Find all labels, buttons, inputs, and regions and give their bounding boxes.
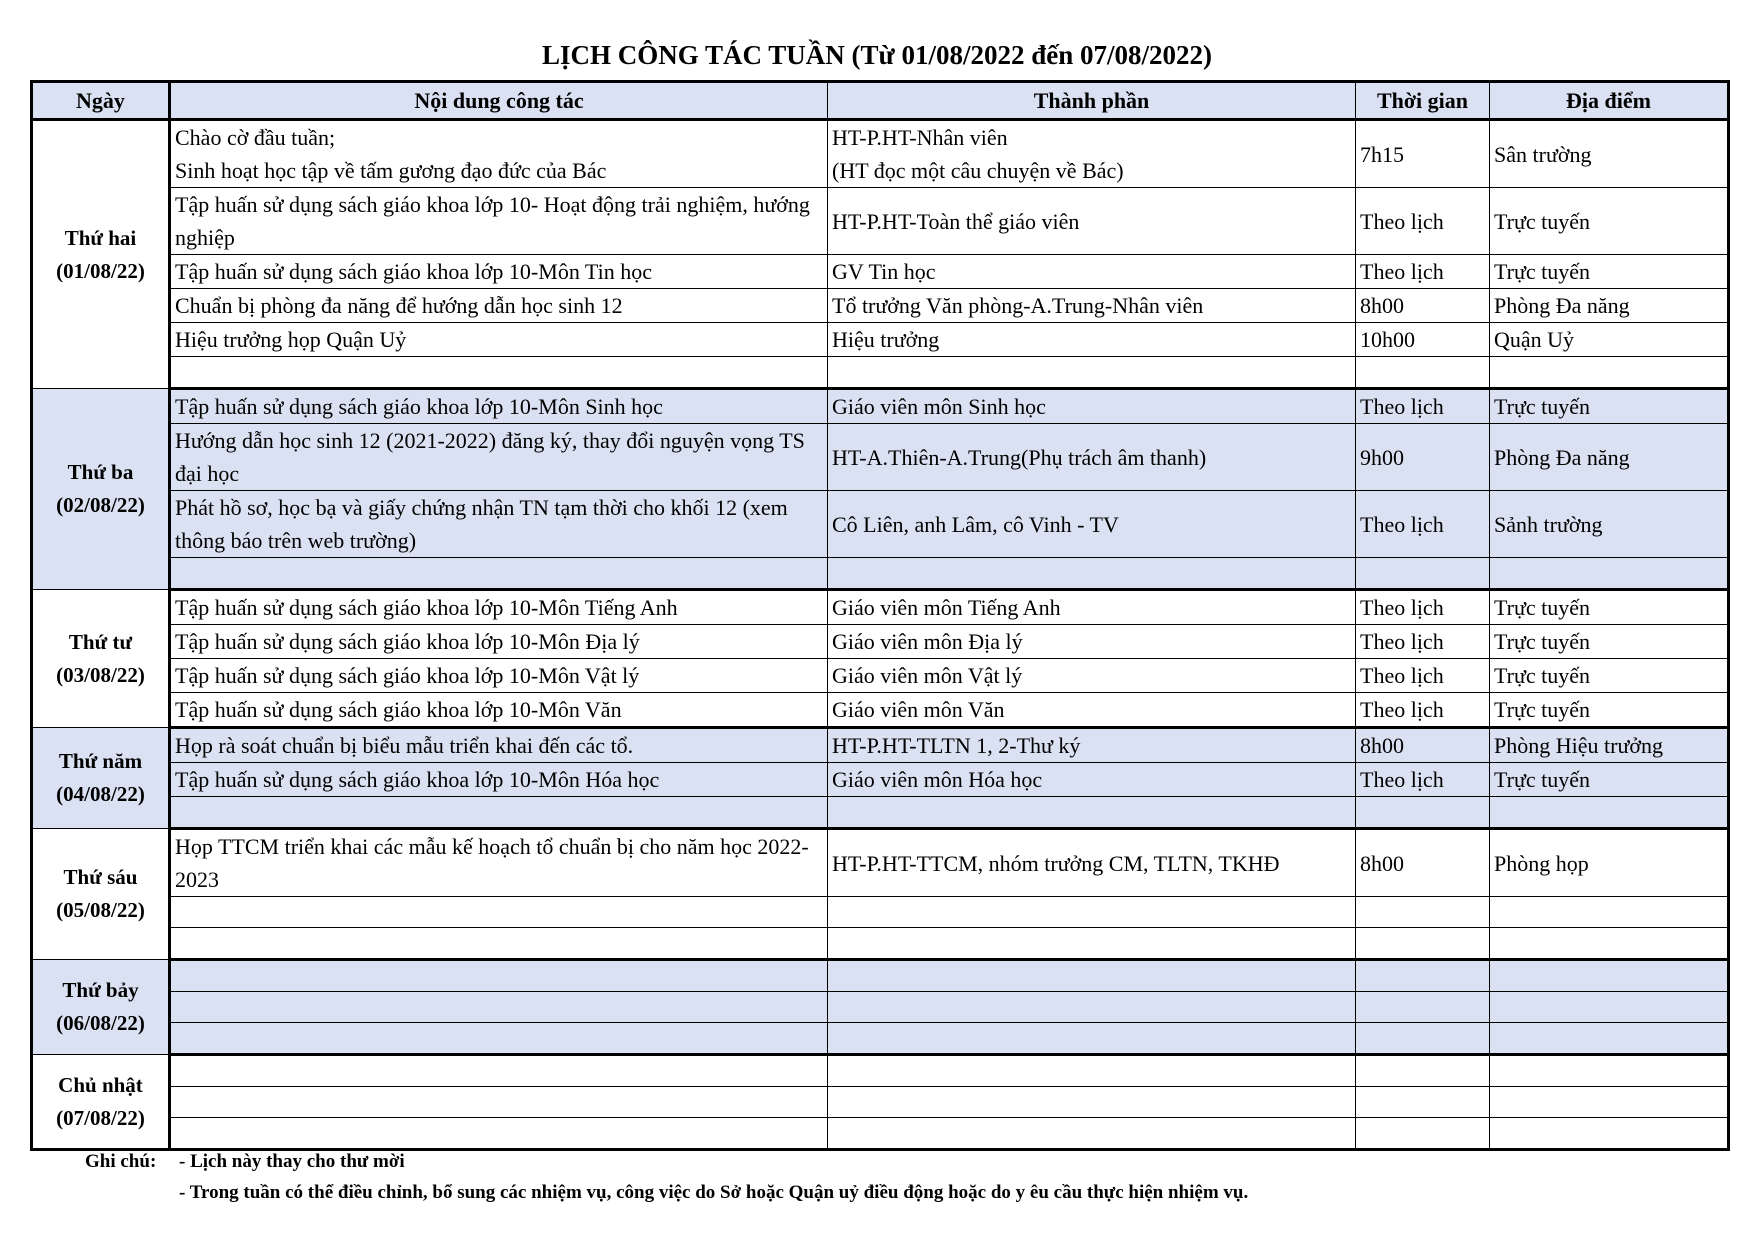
day-name: Thứ ba bbox=[67, 460, 134, 484]
day-name: Chủ nhật bbox=[58, 1072, 143, 1097]
content-cell: Tập huấn sử dụng sách giáo khoa lớp 10-Môn Văn bbox=[170, 693, 828, 728]
time-cell: Theo lịch bbox=[1356, 590, 1490, 625]
table-row bbox=[32, 357, 1729, 389]
day-name: Thứ sáu bbox=[63, 865, 138, 889]
place-cell: Phòng họp bbox=[1490, 829, 1729, 897]
members-cell: HT-P.HT-Nhân viên (HT đọc một câu chuyện về Bác) bbox=[828, 120, 1356, 188]
content-cell: Hiệu trưởng họp Quận Uỷ bbox=[170, 323, 828, 357]
members-cell: Giáo viên môn Văn bbox=[828, 693, 1356, 728]
place-cell: Phòng Đa năng bbox=[1490, 424, 1729, 491]
content-cell bbox=[170, 928, 828, 960]
day-name: Thứ tư bbox=[68, 629, 133, 654]
time-cell bbox=[1356, 960, 1490, 992]
day-name: Thứ bảy bbox=[62, 978, 139, 1002]
table-row bbox=[32, 558, 1729, 590]
place-cell bbox=[1490, 928, 1729, 960]
time-cell bbox=[1356, 928, 1490, 960]
time-cell: Theo lịch bbox=[1356, 659, 1490, 693]
members-cell: Giáo viên môn Sinh học bbox=[828, 389, 1356, 424]
time-cell: Theo lịch bbox=[1356, 693, 1490, 728]
members-cell: HT-P.HT-TLTN 1, 2-Thư ký bbox=[828, 728, 1356, 763]
content-cell bbox=[170, 992, 828, 1023]
schedule-body bbox=[32, 120, 1729, 1150]
place-cell: Trực tuyến bbox=[1490, 188, 1729, 255]
day-cell bbox=[32, 1055, 170, 1150]
members-cell bbox=[828, 960, 1356, 992]
members-cell: Giáo viên môn Hóa học bbox=[828, 763, 1356, 797]
time-cell bbox=[1356, 1087, 1490, 1118]
time-cell: 8h00 bbox=[1356, 289, 1490, 323]
header-place: Địa điểm bbox=[1490, 82, 1729, 120]
place-cell: Quận Uỷ bbox=[1490, 323, 1729, 357]
table-row bbox=[32, 897, 1729, 928]
day-date: (03/08/22) bbox=[56, 662, 145, 687]
content-cell: Tập huấn sử dụng sách giáo khoa lớp 10-Môn Sinh học bbox=[170, 389, 828, 424]
members-cell: Giáo viên môn Vật lý bbox=[828, 659, 1356, 693]
place-cell: Sảnh trường bbox=[1490, 491, 1729, 558]
day-name: Thứ năm bbox=[58, 749, 143, 773]
content-cell bbox=[170, 897, 828, 928]
table-row bbox=[32, 625, 1729, 659]
day-cell bbox=[32, 960, 170, 1055]
schedule-table bbox=[30, 80, 1730, 1151]
members-cell: Tổ trưởng Văn phòng-A.Trung-Nhân viên bbox=[828, 289, 1356, 323]
notes-label: Ghi chú: bbox=[85, 1151, 157, 1172]
members-cell bbox=[828, 558, 1356, 590]
content-cell bbox=[170, 960, 828, 992]
content-cell: Tập huấn sử dụng sách giáo khoa lớp 10-Môn Tiếng Anh bbox=[170, 590, 828, 625]
members-cell bbox=[828, 1023, 1356, 1055]
header-members: Thành phần bbox=[828, 82, 1356, 120]
members-cell bbox=[828, 1087, 1356, 1118]
table-row bbox=[32, 424, 1729, 491]
day-date: (06/08/22) bbox=[56, 1011, 145, 1035]
table-row bbox=[32, 188, 1729, 255]
day-cell bbox=[32, 120, 170, 389]
table-row bbox=[32, 389, 1729, 424]
table-row bbox=[32, 960, 1729, 992]
day-cell bbox=[32, 728, 170, 829]
table-row bbox=[32, 763, 1729, 797]
place-cell: Trực tuyến bbox=[1490, 389, 1729, 424]
table-row bbox=[32, 693, 1729, 728]
place-cell bbox=[1490, 1055, 1729, 1087]
place-cell: Trực tuyến bbox=[1490, 625, 1729, 659]
day-date: (05/08/22) bbox=[56, 898, 145, 922]
day-date: (01/08/22) bbox=[56, 258, 145, 283]
time-cell: Theo lịch bbox=[1356, 255, 1490, 289]
day-cell bbox=[32, 590, 170, 728]
time-cell: Theo lịch bbox=[1356, 491, 1490, 558]
members-cell: HT-A.Thiên-A.Trung(Phụ trách âm thanh) bbox=[828, 424, 1356, 491]
content-cell: Phát hồ sơ, học bạ và giấy chứng nhận TN tạm thời cho khối 12 (xem thông báo trên web trường) bbox=[170, 491, 828, 558]
members-cell bbox=[828, 797, 1356, 829]
place-cell: Trực tuyến bbox=[1490, 763, 1729, 797]
members-cell: Giáo viên môn Tiếng Anh bbox=[828, 590, 1356, 625]
time-cell bbox=[1356, 558, 1490, 590]
place-cell: Sân trường bbox=[1490, 120, 1729, 188]
table-row bbox=[32, 323, 1729, 357]
table-row bbox=[32, 1118, 1729, 1150]
content-cell: Họp TTCM triển khai các mẫu kế hoạch tổ chuẩn bị cho năm học 2022-2023 bbox=[170, 829, 828, 897]
time-cell: 7h15 bbox=[1356, 120, 1490, 188]
table-row bbox=[32, 829, 1729, 897]
table-row bbox=[32, 659, 1729, 693]
content-cell: Tập huấn sử dụng sách giáo khoa lớp 10-Môn Vật lý bbox=[170, 659, 828, 693]
place-cell bbox=[1490, 960, 1729, 992]
members-cell bbox=[828, 897, 1356, 928]
members-cell: HT-P.HT-TTCM, nhóm trưởng CM, TLTN, TKHĐ bbox=[828, 829, 1356, 897]
content-cell: Tập huấn sử dụng sách giáo khoa lớp 10-Môn Địa lý bbox=[170, 625, 828, 659]
time-cell: 8h00 bbox=[1356, 728, 1490, 763]
table-row bbox=[32, 1023, 1729, 1055]
place-cell: Phòng Đa năng bbox=[1490, 289, 1729, 323]
members-cell: HT-P.HT-Toàn thể giáo viên bbox=[828, 188, 1356, 255]
time-cell bbox=[1356, 1055, 1490, 1087]
members-cell: Hiệu trưởng bbox=[828, 323, 1356, 357]
place-cell bbox=[1490, 558, 1729, 590]
content-cell: Hướng dẫn học sinh 12 (2021-2022) đăng ký, thay đổi nguyện vọng TS đại học bbox=[170, 424, 828, 491]
table-row bbox=[32, 255, 1729, 289]
time-cell: Theo lịch bbox=[1356, 389, 1490, 424]
content-cell: Tập huấn sử dụng sách giáo khoa lớp 10-Môn Hóa học bbox=[170, 763, 828, 797]
table-row bbox=[32, 1087, 1729, 1118]
header-row bbox=[32, 82, 1729, 120]
members-cell: Cô Liên, anh Lâm, cô Vinh - TV bbox=[828, 491, 1356, 558]
table-row bbox=[32, 590, 1729, 625]
place-cell: Phòng Hiệu trưởng bbox=[1490, 728, 1729, 763]
header-day: Ngày bbox=[32, 82, 170, 120]
content-cell: Tập huấn sử dụng sách giáo khoa lớp 10-Môn Tin học bbox=[170, 255, 828, 289]
content-cell bbox=[170, 1023, 828, 1055]
page-title: LỊCH CÔNG TÁC TUẦN (Từ 01/08/2022 đến 07/08/2022) bbox=[541, 40, 1213, 70]
time-cell bbox=[1356, 1118, 1490, 1150]
table-row bbox=[32, 992, 1729, 1023]
place-cell bbox=[1490, 1087, 1729, 1118]
members-cell bbox=[828, 357, 1356, 389]
members-cell bbox=[828, 928, 1356, 960]
time-cell bbox=[1356, 992, 1490, 1023]
note-line: - Lịch này thay cho thư mời bbox=[179, 1151, 405, 1172]
table-row bbox=[32, 797, 1729, 829]
day-cell bbox=[32, 389, 170, 590]
content-cell bbox=[170, 1087, 828, 1118]
place-cell bbox=[1490, 1023, 1729, 1055]
time-cell: 8h00 bbox=[1356, 829, 1490, 897]
content-cell: Chuẩn bị phòng đa năng để hướng dẫn học sinh 12 bbox=[170, 289, 828, 323]
content-cell bbox=[170, 797, 828, 829]
time-cell: Theo lịch bbox=[1356, 763, 1490, 797]
time-cell: 9h00 bbox=[1356, 424, 1490, 491]
table-row bbox=[32, 289, 1729, 323]
place-cell bbox=[1490, 1118, 1729, 1150]
members-cell bbox=[828, 992, 1356, 1023]
time-cell: 10h00 bbox=[1356, 323, 1490, 357]
content-cell: Chào cờ đầu tuần; Sinh hoạt học tập về tấm gương đạo đức của Bác bbox=[170, 120, 828, 188]
content-cell bbox=[170, 558, 828, 590]
place-cell: Trực tuyến bbox=[1490, 693, 1729, 728]
content-cell bbox=[170, 1055, 828, 1087]
place-cell: Trực tuyến bbox=[1490, 659, 1729, 693]
members-cell: GV Tin học bbox=[828, 255, 1356, 289]
place-cell: Trực tuyến bbox=[1490, 255, 1729, 289]
place-cell bbox=[1490, 357, 1729, 389]
content-cell: Họp rà soát chuẩn bị biểu mẫu triển khai đến các tổ. bbox=[170, 728, 828, 763]
header-content: Nội dung công tác bbox=[170, 82, 828, 120]
members-cell bbox=[828, 1055, 1356, 1087]
note-line: - Trong tuần có thể điều chỉnh, bổ sung các nhiệm vụ, công việc do Sở hoặc Quận uỷ điều động hoặc do y êu cầu thực hiện nhiệm vụ. bbox=[179, 1182, 1249, 1203]
header-time: Thời gian bbox=[1356, 82, 1490, 120]
day-date: (04/08/22) bbox=[56, 782, 145, 806]
table-row bbox=[32, 728, 1729, 763]
members-cell bbox=[828, 1118, 1356, 1150]
members-cell: Giáo viên môn Địa lý bbox=[828, 625, 1356, 659]
content-cell bbox=[170, 357, 828, 389]
place-cell bbox=[1490, 992, 1729, 1023]
time-cell bbox=[1356, 797, 1490, 829]
day-name: Thứ hai bbox=[64, 225, 137, 250]
day-date: (02/08/22) bbox=[56, 493, 145, 517]
time-cell bbox=[1356, 1023, 1490, 1055]
place-cell: Trực tuyến bbox=[1490, 590, 1729, 625]
day-cell bbox=[32, 829, 170, 960]
time-cell: Theo lịch bbox=[1356, 625, 1490, 659]
table-row bbox=[32, 1055, 1729, 1087]
place-cell bbox=[1490, 797, 1729, 829]
time-cell bbox=[1356, 897, 1490, 928]
time-cell: Theo lịch bbox=[1356, 188, 1490, 255]
table-row bbox=[32, 491, 1729, 558]
time-cell bbox=[1356, 357, 1490, 389]
content-cell bbox=[170, 1118, 828, 1150]
day-date: (07/08/22) bbox=[56, 1105, 145, 1130]
content-cell: Tập huấn sử dụng sách giáo khoa lớp 10- Hoạt động trải nghiệm, hướng nghiệp bbox=[170, 188, 828, 255]
table-row bbox=[32, 928, 1729, 960]
table-row bbox=[32, 120, 1729, 188]
place-cell bbox=[1490, 897, 1729, 928]
